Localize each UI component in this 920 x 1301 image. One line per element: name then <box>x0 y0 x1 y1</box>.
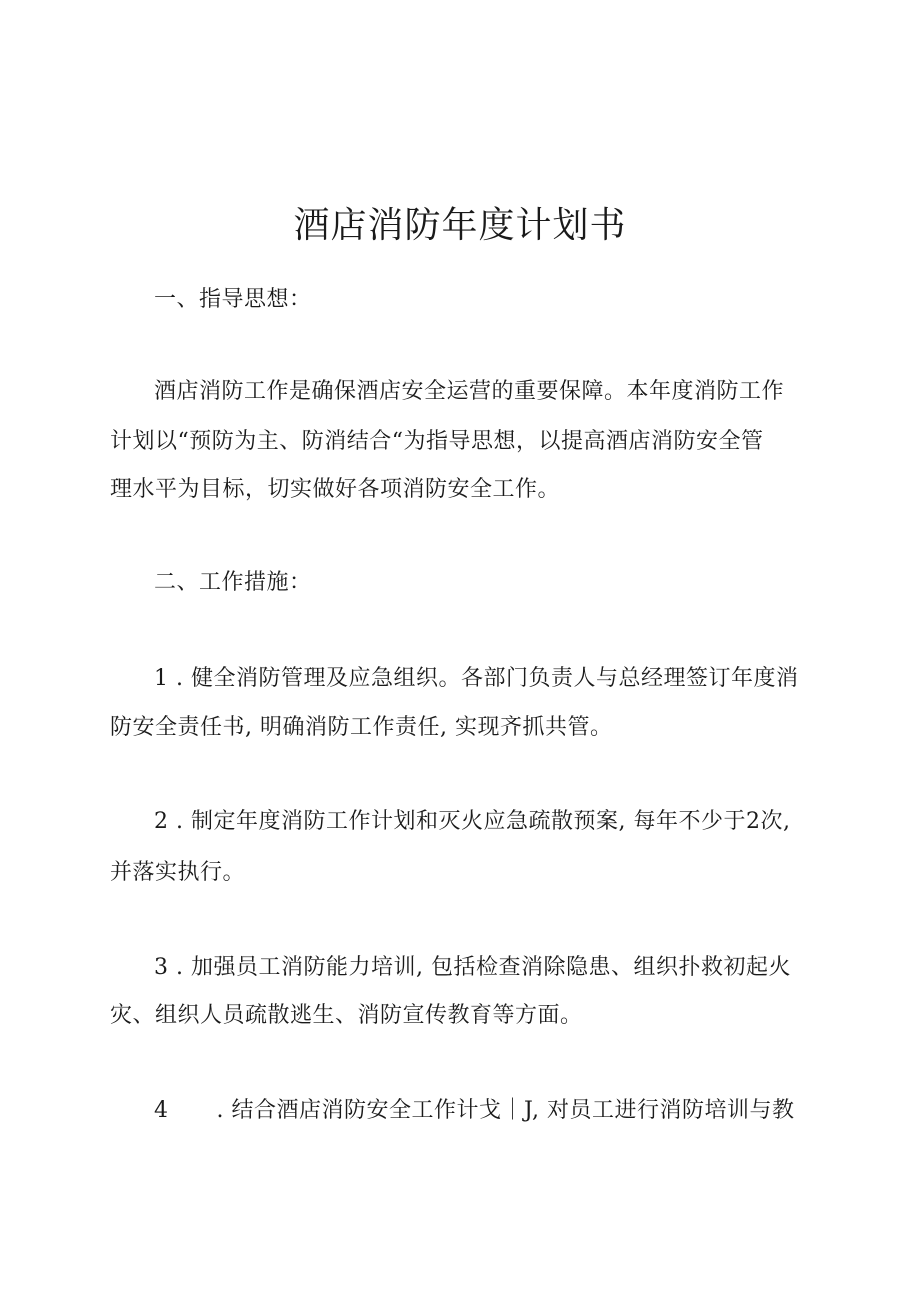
measure-2-line-2: 并落实执行。 <box>110 860 246 885</box>
section-heading-guiding-thought: 一、指导思想： <box>154 287 312 312</box>
measure-3-line-1: 3 . 加强员工消防能力培训, 包括检查消除隐患、组织扑救初起火 <box>154 955 791 980</box>
measure-4-line-1 <box>154 1095 866 1127</box>
paragraph-guiding-thought-line-2: 计划以“预防为主、防消结合“为指导思想，以提高酒店消防安全管 <box>110 429 764 454</box>
paragraph-guiding-thought-line-1: 酒店消防工作是确保酒店安全运营的重要保障。本年度消防工作 <box>154 379 785 404</box>
measure-1-line-2: 防安全责任书, 明确消防工作责任, 实现齐抓共管。 <box>110 715 613 740</box>
document-title: 酒店消防年度计划书 <box>293 205 627 247</box>
measure-1-line-1: 1 . 健全消防管理及应急组织。各部门负责人与总经理签订年度消 <box>154 666 799 691</box>
measure-4-number: 4 <box>154 1098 169 1123</box>
measure-3-line-2: 灾、组织人员疏散逃生、消防宣传教育等方面。 <box>110 1003 583 1028</box>
section-heading-work-measures: 二、工作措施： <box>154 570 312 595</box>
paragraph-guiding-thought-line-3: 理水平为目标，切实做好各项消防安全工作。 <box>110 477 561 502</box>
measure-2-line-1: 2 . 制定年度消防工作计划和灭火应急疏散预案, 每年不少于2次, <box>154 809 791 834</box>
measure-4-text: . 结合酒店消防安全工作计戈｜J, 对员工进行消防培训与教 <box>216 1098 795 1123</box>
